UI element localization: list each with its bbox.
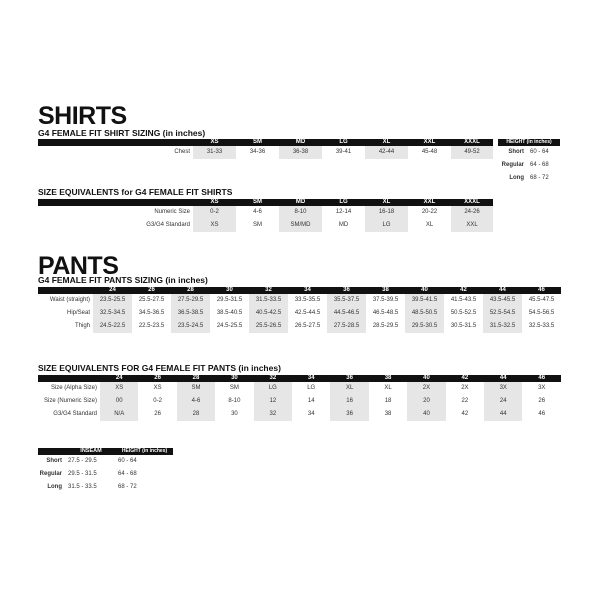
size-header: XXXL <box>451 139 493 146</box>
shirt-sizing-table <box>38 139 493 159</box>
table-cell: N/A <box>100 408 138 421</box>
table-cell: 22 <box>461 398 469 404</box>
table-cell: 50.5-52.5 <box>450 310 477 316</box>
size-header: XXL <box>408 199 451 206</box>
table-cell: 2X <box>461 385 469 391</box>
size-header: 42 <box>446 375 484 382</box>
table-cell: 29.5-30.5 <box>405 320 444 333</box>
table-row <box>38 395 561 408</box>
table-cell: 49-52 <box>451 146 493 159</box>
table-cell: 0-2 <box>193 206 236 219</box>
table-cell: 3X <box>538 385 546 391</box>
table-cell: 31.5-33.5 <box>249 294 288 307</box>
table-cell: 26.5-27.5 <box>294 323 321 329</box>
size-header: 28 <box>171 287 210 294</box>
table-cell: 31-33 <box>193 146 236 159</box>
size-header: 42 <box>444 287 483 294</box>
shirt-height-table <box>498 139 560 185</box>
row-label: Numeric Size <box>154 209 190 215</box>
table-cell: 32.5-34.5 <box>93 307 132 320</box>
table-cell: 29.5 - 31.5 <box>68 471 97 477</box>
table-cell: 31.5-32.5 <box>483 320 522 333</box>
size-header: 36 <box>330 375 368 382</box>
height-header: HEIGHT (in inches) <box>498 139 560 146</box>
table-cell: 23.5-24.5 <box>171 320 210 333</box>
table-cell: 24.5-22.5 <box>93 320 132 333</box>
table-cell: 30.5-31.5 <box>450 323 477 329</box>
shirt-sizing-header <box>38 139 493 146</box>
table-cell: 36-38 <box>279 146 322 159</box>
size-header: 46 <box>522 287 561 294</box>
table-cell: 32 <box>254 408 292 421</box>
table-cell: 3X <box>484 382 522 395</box>
table-row <box>38 307 561 320</box>
size-header: LG <box>322 139 365 146</box>
size-header: XXXL <box>451 199 493 206</box>
size-header: 28 <box>177 375 215 382</box>
size-header: XL <box>365 199 408 206</box>
row-label: Long <box>47 484 62 490</box>
table-cell: 20 <box>407 395 445 408</box>
table-cell: 4-6 <box>253 209 262 215</box>
table-cell: 40 <box>407 408 445 421</box>
table-cell: XL <box>425 222 434 228</box>
table-cell: 2X <box>407 382 445 395</box>
table-cell: 23.5-25.5 <box>93 294 132 307</box>
table-cell: 36 <box>330 408 368 421</box>
row-label: G3/G4 Standard <box>146 222 190 228</box>
table-cell: 39-41 <box>335 149 352 155</box>
table-cell: 20-22 <box>421 209 438 215</box>
table-row <box>38 455 173 468</box>
table-cell: 24.5-25.5 <box>216 323 243 329</box>
table-cell: 24-26 <box>451 206 493 219</box>
table-cell: 33.5-35.5 <box>294 297 321 303</box>
table-cell: SM/MD <box>279 219 322 232</box>
row-label: Long <box>509 175 524 181</box>
size-header: 40 <box>405 287 444 294</box>
table-cell: 25.5-26.5 <box>249 320 288 333</box>
table-cell: XXL <box>451 219 493 232</box>
pants-sizing-title: G4 FEMALE FIT PANTS SIZING (in inches) <box>38 275 208 285</box>
table-cell: 42.5-44.5 <box>294 310 321 316</box>
table-cell: 43.5-45.5 <box>483 294 522 307</box>
size-header: 34 <box>288 287 327 294</box>
table-cell: 25.5-27.5 <box>138 297 165 303</box>
pants-equivalents-title: SIZE EQUIVALENTS FOR G4 FEMALE FIT PANTS (in inches) <box>38 363 281 373</box>
table-cell: 44 <box>484 408 522 421</box>
table-cell: 45-48 <box>421 149 438 155</box>
size-header: SM <box>236 199 279 206</box>
table-row <box>38 382 561 395</box>
table-cell: XS <box>193 219 236 232</box>
table-cell: 39.5-41.5 <box>405 294 444 307</box>
size-header: 30 <box>210 287 249 294</box>
table-cell: XL <box>384 385 392 391</box>
size-header: 24 <box>93 287 132 294</box>
size-header: 32 <box>249 287 288 294</box>
table-row <box>38 481 173 494</box>
table-cell: 18 <box>384 398 392 404</box>
table-cell: 54.5-56.5 <box>528 310 555 316</box>
table-cell: 60 - 64 <box>530 149 549 155</box>
row-label: Short <box>508 149 524 155</box>
size-header: 30 <box>215 375 253 382</box>
table-row <box>38 219 493 232</box>
shirt-equivalents-table <box>38 199 493 232</box>
row-label: G3/G4 Standard <box>53 411 97 417</box>
table-cell: 16-18 <box>365 206 408 219</box>
table-cell: 30 <box>231 411 238 417</box>
table-cell: 44.5-46.5 <box>327 307 366 320</box>
size-header: 24 <box>100 375 138 382</box>
table-cell: SM <box>229 385 239 391</box>
size-header: XL <box>365 139 408 146</box>
size-header: MD <box>279 199 322 206</box>
size-header: SM <box>236 139 279 146</box>
inseam-table <box>38 448 173 494</box>
table-cell: MD <box>338 222 349 228</box>
size-header: 34 <box>292 375 330 382</box>
table-cell: 27.5-29.5 <box>171 294 210 307</box>
table-cell: 38.5-40.5 <box>216 310 243 316</box>
table-cell: LG <box>365 219 408 232</box>
table-cell: 00 <box>100 395 138 408</box>
table-cell: 32.5-33.5 <box>528 323 555 329</box>
size-header: 38 <box>369 375 407 382</box>
table-cell: XS <box>153 385 162 391</box>
row-label: Short <box>46 458 62 464</box>
table-row <box>38 294 561 307</box>
size-header: XXL <box>408 139 451 146</box>
table-cell: 12 <box>254 395 292 408</box>
table-cell: 52.5-54.5 <box>483 307 522 320</box>
table-cell: 36.5-38.5 <box>171 307 210 320</box>
table-row <box>38 206 493 219</box>
table-cell: 26 <box>538 398 546 404</box>
table-cell: 41.5-43.5 <box>450 297 477 303</box>
table-cell: 34 <box>307 411 315 417</box>
table-row <box>38 408 561 421</box>
table-cell: 8-10 <box>228 398 241 404</box>
table-row <box>38 320 561 333</box>
table-cell: 64 - 68 <box>530 162 549 168</box>
height-header: HEIGHT (in inches) <box>116 448 173 455</box>
size-header: 26 <box>138 375 176 382</box>
size-header: 44 <box>484 375 522 382</box>
table-cell: 26 <box>154 411 161 417</box>
table-cell: 31.5 - 33.5 <box>68 484 97 490</box>
table-cell: 27.5 - 29.5 <box>68 458 97 464</box>
shirt-sizing-title: G4 FEMALE FIT SHIRT SIZING (in inches) <box>38 128 206 138</box>
table-cell: LG <box>254 382 292 395</box>
shirts-title: SHIRTS <box>38 102 127 130</box>
table-cell: 27.5-28.5 <box>327 320 366 333</box>
size-header: 44 <box>483 287 522 294</box>
table-cell: 42-44 <box>365 146 408 159</box>
table-cell: 68 - 72 <box>118 484 137 490</box>
size-header: XS <box>193 139 236 146</box>
size-header: 38 <box>366 287 405 294</box>
table-cell: 38 <box>384 411 392 417</box>
table-cell: XL <box>330 382 368 395</box>
row-label: Hip/Seat <box>66 310 90 316</box>
size-header: XS <box>193 199 236 206</box>
table-cell: 14 <box>307 398 315 404</box>
pants-sizing-table <box>38 287 561 333</box>
table-cell: 35.5-37.5 <box>327 294 366 307</box>
row-label: Size (Alpha Size) <box>50 385 97 391</box>
table-cell: 34.5-36.5 <box>138 310 165 316</box>
shirt-equivalents-title: SIZE EQUIVALENTS for G4 FEMALE FIT SHIRTS <box>38 187 233 197</box>
size-header: 36 <box>327 287 366 294</box>
table-cell: 60 - 64 <box>118 458 137 464</box>
row-label: Waist (straight) <box>49 297 90 303</box>
table-row <box>38 146 493 159</box>
inseam-header: INSEAM <box>66 448 116 455</box>
pants-equivalents-table <box>38 375 561 421</box>
table-cell: 34-36 <box>249 149 266 155</box>
row-label: Chest <box>174 149 190 155</box>
table-cell: 16 <box>330 395 368 408</box>
table-cell: 28.5-29.5 <box>372 323 399 329</box>
table-cell: XS <box>100 382 138 395</box>
table-cell: 64 - 68 <box>118 471 137 477</box>
pants-title: PANTS <box>38 252 119 280</box>
table-cell: SM <box>253 222 262 228</box>
table-cell: 24 <box>484 395 522 408</box>
table-cell: SM <box>177 382 215 395</box>
table-cell: 68 - 72 <box>530 175 549 181</box>
table-cell: 29.5-31.5 <box>216 297 243 303</box>
size-header: LG <box>322 199 365 206</box>
table-cell: 45.5-47.5 <box>528 297 555 303</box>
size-header: MD <box>279 139 322 146</box>
table-cell: 42 <box>461 411 469 417</box>
row-label: Regular <box>501 162 524 168</box>
table-cell: 0-2 <box>153 398 162 404</box>
table-cell: 37.5-39.5 <box>372 297 399 303</box>
table-cell: 48.5-50.5 <box>405 307 444 320</box>
size-header: 46 <box>522 375 561 382</box>
table-cell: 22.5-23.5 <box>138 323 165 329</box>
size-header: 40 <box>407 375 445 382</box>
table-cell: 40.5-42.5 <box>249 307 288 320</box>
table-cell: 46 <box>538 411 546 417</box>
size-header: 32 <box>254 375 292 382</box>
table-cell: 8-10 <box>279 206 322 219</box>
table-cell: 28 <box>177 408 215 421</box>
table-cell: 4-6 <box>177 395 215 408</box>
row-label: Size (Numeric Size) <box>43 398 97 404</box>
table-cell: 46.5-48.5 <box>372 310 399 316</box>
row-label: Thigh <box>74 323 90 329</box>
table-cell: LG <box>307 385 316 391</box>
table-row <box>38 468 173 481</box>
row-label: Regular <box>39 471 62 477</box>
table-cell: 12-14 <box>335 209 352 215</box>
size-header: 26 <box>132 287 171 294</box>
